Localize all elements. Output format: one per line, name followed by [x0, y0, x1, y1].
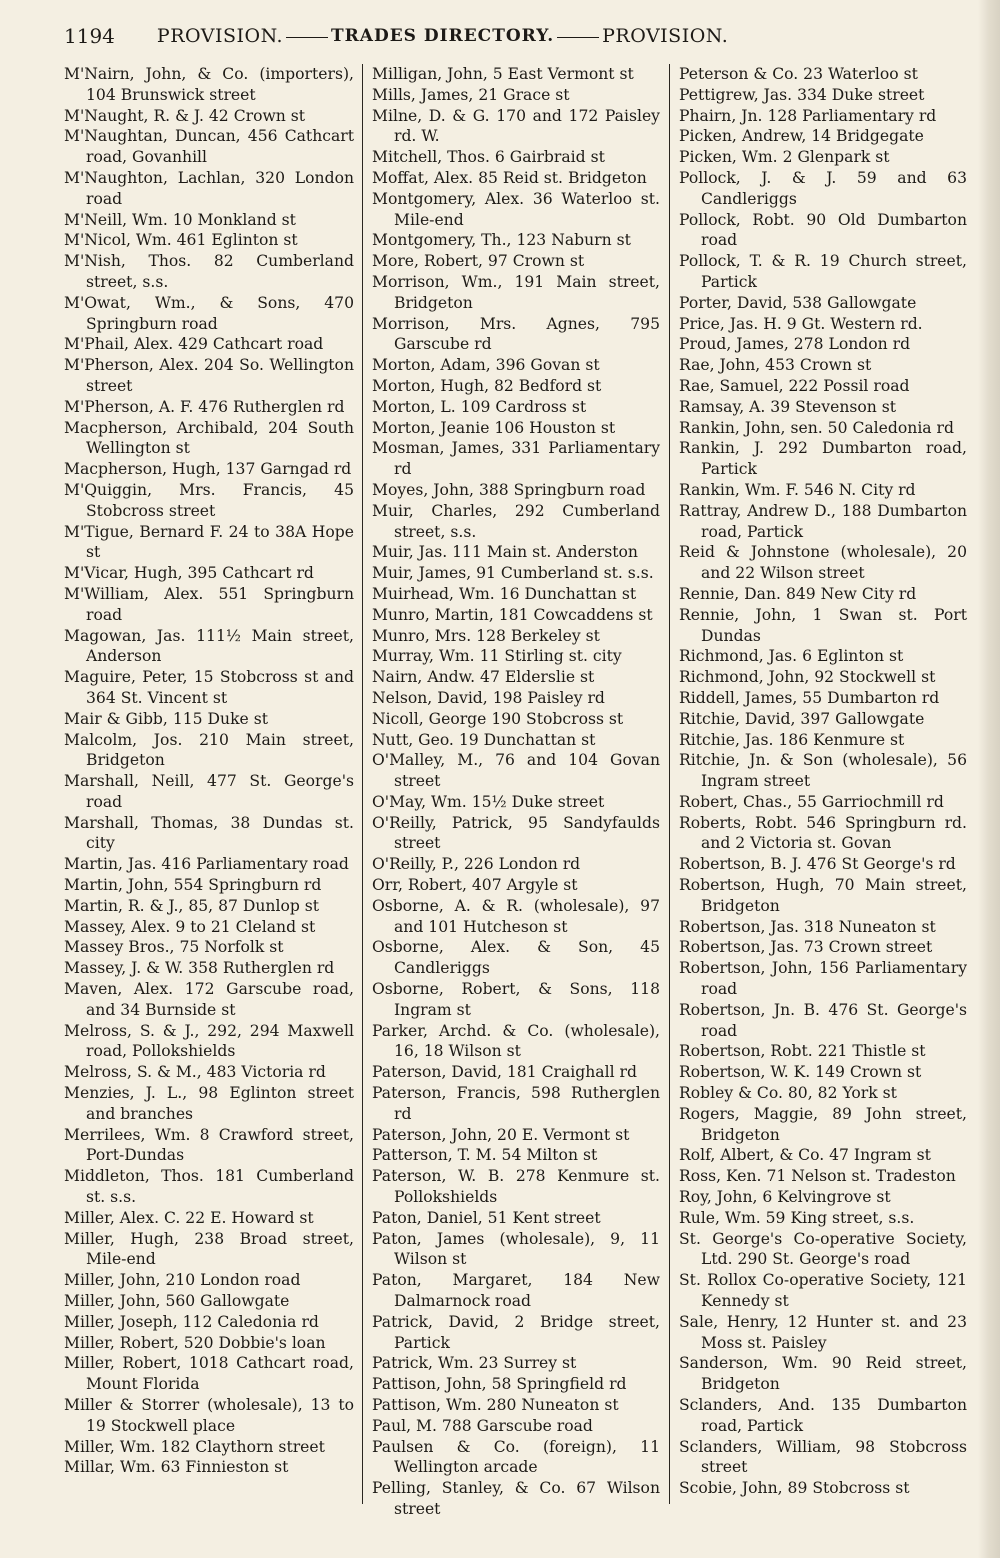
directory-entry: Maguire, Peter, 15 Stobcross st and 364 St. Vincent st — [64, 668, 354, 707]
directory-entry: Morton, Jeanie 106 Houston st — [372, 418, 616, 437]
directory-entry: Morton, Adam, 396 Govan st — [372, 356, 600, 375]
directory-entry: Patrick, David, 2 Bridge street, Partick — [372, 1312, 660, 1352]
directory-entry: Richmond, John, 92 Stockwell st — [679, 668, 936, 687]
directory-entry: Paton, Daniel, 51 Kent street — [372, 1208, 601, 1227]
page-header — [64, 20, 794, 52]
directory-entry: Nicoll, George 190 Stobcross st — [372, 709, 624, 728]
directory-entry: Milligan, John, 5 East Vermont st — [372, 65, 634, 83]
directory-entry: Macpherson, Archibald, 204 South Wellington st — [64, 418, 354, 458]
directory-entry: Sclanders, William, 98 Stobcross street — [679, 1437, 967, 1477]
directory-entry: Macpherson, Hugh, 137 Garngad rd — [64, 460, 352, 479]
directory-entry: Peterson & Co. 23 Waterloo st — [679, 65, 918, 83]
directory-entry: Patrick, Wm. 23 Surrey st — [372, 1354, 577, 1373]
directory-entry: Paterson, John, 20 E. Vermont st — [372, 1125, 630, 1144]
directory-entry: St. George's Co-operative Society, Ltd. 290 St. George's road — [679, 1229, 967, 1269]
header-dash — [557, 37, 599, 38]
column-2 — [372, 64, 660, 1518]
directory-entry: Morrison, Mrs. Agnes, 795 Garscube rd — [372, 314, 660, 354]
directory-entry: M'Tigue, Bernard F. 24 to 38A Hope st — [64, 522, 354, 562]
directory-entry: M'Pherson, Alex. 204 So. Wellington street — [64, 356, 354, 395]
directory-entry: Mitchell, Thos. 6 Gairbraid st — [372, 148, 605, 167]
directory-entry: M'William, Alex. 551 Springburn road — [64, 584, 354, 624]
directory-entry: Miller, John, 560 Gallowgate — [64, 1292, 290, 1311]
directory-entry: M'Neill, Wm. 10 Monkland st — [64, 210, 296, 229]
directory-entry: Miller & Storrer (wholesale), 13 to 19 Stockwell place — [64, 1396, 354, 1435]
directory-entry: Nairn, Andw. 47 Elderslie st — [372, 668, 595, 687]
directory-entry: Nutt, Geo. 19 Dunchattan st — [372, 730, 596, 749]
directory-entry: Miller, Joseph, 112 Caledonia rd — [64, 1312, 319, 1331]
page-number: 1194 — [64, 24, 115, 48]
directory-entry: Richmond, Jas. 6 Eglinton st — [679, 647, 904, 666]
directory-entry: Ritchie, Jn. & Son (wholesale), 56 Ingram street — [679, 751, 967, 791]
directory-entry: Robley & Co. 80, 82 York st — [679, 1084, 897, 1103]
directory-entry: Miller, Hugh, 238 Broad street, Mile-end — [64, 1229, 354, 1269]
directory-entry: Mair & Gibb, 115 Duke st — [64, 709, 268, 728]
directory-entry: M'Nicol, Wm. 461 Eglinton st — [64, 231, 298, 250]
directory-entry: Munro, Martin, 181 Cowcaddens st — [372, 605, 653, 624]
directory-entry: Nelson, David, 198 Paisley rd — [372, 688, 605, 707]
directory-entry: M'Quiggin, Mrs. Francis, 45 Stobcross street — [64, 480, 354, 520]
directory-entry: Price, Jas. H. 9 Gt. Western rd. — [679, 314, 923, 333]
directory-entry: M'Phail, Alex. 429 Cathcart road — [64, 335, 324, 354]
directory-entry: Robertson, John, 156 Parliamentary road — [679, 959, 967, 999]
directory-entry: Robertson, Jn. B. 476 St. George's road — [679, 1000, 967, 1040]
directory-entry: Marshall, Thomas, 38 Dundas st. city — [64, 813, 354, 853]
column-3 — [679, 64, 967, 1504]
directory-entry: Rogers, Maggie, 89 John street, Bridgeton — [679, 1104, 967, 1144]
directory-entry: M'Pherson, A. F. 476 Rutherglen rd — [64, 397, 345, 416]
directory-entry: O'Reilly, Patrick, 95 Sandyfaulds street — [372, 813, 660, 853]
directory-entry: Robertson, Hugh, 70 Main street, Bridgeton — [679, 876, 967, 915]
directory-entry: St. Rollox Co-operative Society, 121 Kennedy st — [679, 1271, 967, 1311]
directory-entry: Melross, S. & M., 483 Victoria rd — [64, 1063, 326, 1082]
directory-entry: Montgomery, Th., 123 Naburn st — [372, 231, 631, 250]
directory-entry: O'Reilly, P., 226 London rd — [372, 855, 581, 874]
directory-entry: Pattison, John, 58 Springfield rd — [372, 1375, 627, 1394]
header-right-heading: PROVISION. — [602, 25, 729, 47]
directory-entry: Reid & Johnstone (wholesale), 20 and 22 Wilson street — [679, 543, 967, 583]
directory-entry: Paton, James (wholesale), 9, 11 Wilson st — [372, 1229, 660, 1269]
directory-entry: Morrison, Wm., 191 Main street, Bridgeton — [372, 272, 660, 312]
directory-entry: Massey Bros., 75 Norfolk st — [64, 938, 284, 957]
header-center-heading: TRADES DIRECTORY. — [331, 26, 555, 46]
directory-entry: Sanderson, Wm. 90 Reid street, Bridgeton — [679, 1354, 967, 1394]
directory-entry: O'Malley, M., 76 and 104 Govan street — [372, 751, 660, 791]
directory-entry: Proud, James, 278 London rd — [679, 335, 911, 354]
directory-entry: Robert, Chas., 55 Garriochmill rd — [679, 792, 944, 811]
directory-entry: M'Vicar, Hugh, 395 Cathcart rd — [64, 564, 314, 583]
directory-entry: Miller, Wm. 182 Claythorn street — [64, 1437, 325, 1456]
directory-entry: Martin, R. & J., 85, 87 Dunlop st — [64, 896, 320, 915]
directory-entry: Miller, Robert, 520 Dobbie's loan — [64, 1333, 326, 1352]
directory-entry: Orr, Robert, 407 Argyle st — [372, 876, 578, 895]
directory-entry: Morton, L. 109 Cardross st — [372, 397, 587, 416]
directory-entry: Morton, Hugh, 82 Bedford st — [372, 376, 602, 395]
directory-entry: Roy, John, 6 Kelvingrove st — [679, 1188, 891, 1207]
directory-entry: Robertson, W. K. 149 Crown st — [679, 1063, 922, 1082]
directory-entry: Picken, Wm. 2 Glenpark st — [679, 148, 890, 167]
directory-entry: Muir, Charles, 292 Cumberland street, s.s. — [372, 501, 660, 541]
directory-entry: Moffat, Alex. 85 Reid st. Bridgeton — [372, 168, 647, 187]
directory-entry: Sclanders, And. 135 Dumbarton road, Partick — [679, 1396, 967, 1435]
directory-entry: Rankin, John, sen. 50 Caledonia rd — [679, 418, 954, 437]
directory-entry: Miller, John, 210 London road — [64, 1271, 301, 1290]
directory-entry: Patterson, T. M. 54 Milton st — [372, 1146, 598, 1165]
directory-entry: Paul, M. 788 Garscube road — [372, 1416, 593, 1435]
directory-entry: Muir, James, 91 Cumberland st. s.s. — [372, 564, 654, 583]
directory-entry: Paulsen & Co. (foreign), 11 Wellington arcade — [372, 1437, 660, 1477]
header-left-heading: PROVISION. — [156, 25, 284, 47]
directory-entry: Mosman, James, 331 Parliamentary rd — [372, 439, 660, 479]
directory-entry: M'Naughtan, Duncan, 456 Cathcart road, Govanhill — [64, 127, 354, 167]
directory-entry: Ritchie, Jas. 186 Kenmure st — [679, 730, 905, 749]
directory-entry: Pettigrew, Jas. 334 Duke street — [679, 85, 925, 104]
directory-entry: Osborne, Robert, & Sons, 118 Ingram st — [372, 980, 660, 1019]
column-divider — [362, 64, 363, 1504]
directory-entry: Rae, John, 453 Crown st — [679, 356, 872, 375]
directory-entry: M'Nairn, John, & Co. (importers), 104 Brunswick street — [64, 65, 354, 104]
directory-entry: Osborne, Alex. & Son, 45 Candleriggs — [372, 938, 660, 978]
directory-entry: Robertson, Robt. 221 Thistle st — [679, 1042, 926, 1061]
directory-entry: Pollock, Robt. 90 Old Dumbarton road — [679, 210, 967, 250]
directory-entry: Paton, Margaret, 184 New Dalmarnock road — [372, 1271, 660, 1311]
directory-entry: Sale, Henry, 12 Hunter st. and 23 Moss st. Paisley — [679, 1312, 967, 1352]
directory-entry: Martin, John, 554 Springburn rd — [64, 876, 322, 895]
directory-entry: Millar, Wm. 63 Finnieston st — [64, 1458, 289, 1477]
directory-entry: Massey, J. & W. 358 Rutherglen rd — [64, 959, 335, 978]
directory-entry: Munro, Mrs. 128 Berkeley st — [372, 626, 600, 645]
directory-entry: More, Robert, 97 Crown st — [372, 252, 585, 271]
directory-entry: Paterson, Francis, 598 Rutherglen rd — [372, 1084, 660, 1123]
directory-entry: Magowan, Jas. 111½ Main street, Anderson — [64, 626, 354, 666]
directory-entry: Picken, Andrew, 14 Bridgegate — [679, 127, 924, 146]
directory-entry: Pollock, J. & J. 59 and 63 Candleriggs — [679, 168, 967, 208]
header-dash — [286, 37, 328, 38]
directory-entry: Murray, Wm. 11 Stirling st. city — [372, 647, 622, 666]
directory-entry: Moyes, John, 388 Springburn road — [372, 480, 646, 499]
directory-entry: Paterson, W. B. 278 Kenmure st. Pollokshields — [372, 1167, 660, 1207]
directory-entry: Robertson, Jas. 73 Crown street — [679, 938, 933, 957]
directory-entry: Ramsay, A. 39 Stevenson st — [679, 397, 897, 416]
directory-entry: Rankin, Wm. F. 546 N. City rd — [679, 480, 916, 499]
directory-entry: Robertson, Jas. 318 Nuneaton st — [679, 917, 936, 936]
directory-entry: Mills, James, 21 Grace st — [372, 85, 570, 104]
directory-entry: Rae, Samuel, 222 Possil road — [679, 376, 910, 395]
directory-entry: Muir, Jas. 111 Main st. Anderston — [372, 543, 638, 562]
directory-entry: Maven, Alex. 172 Garscube road, and 34 Burnside st — [64, 980, 354, 1019]
page-edge-shadow — [978, 0, 1000, 1558]
directory-entry: Osborne, A. & R. (wholesale), 97 and 101 Hutcheson st — [372, 896, 660, 936]
directory-entry: M'Owat, Wm., & Sons, 470 Springburn road — [64, 293, 354, 333]
directory-entry: Melross, S. & J., 292, 294 Maxwell road, Pollokshields — [64, 1021, 354, 1061]
directory-entry: Riddell, James, 55 Dumbarton rd — [679, 688, 940, 707]
directory-entry: Pattison, Wm. 280 Nuneaton st — [372, 1396, 619, 1414]
directory-entry: Rennie, John, 1 Swan st. Port Dundas — [679, 605, 967, 645]
directory-entry: Menzies, J. L., 98 Eglinton street and branches — [64, 1084, 354, 1123]
directory-entry: Rankin, J. 292 Dumbarton road, Partick — [679, 439, 967, 479]
directory-entry: Scobie, John, 89 Stobcross st — [679, 1479, 910, 1498]
directory-entry: M'Naughton, Lachlan, 320 London road — [64, 168, 354, 208]
directory-entry: M'Naught, R. & J. 42 Crown st — [64, 106, 306, 125]
directory-entry: Ritchie, David, 397 Gallowgate — [679, 709, 925, 728]
directory-entry: Porter, David, 538 Gallowgate — [679, 293, 917, 312]
directory-entry: Marshall, Neill, 477 St. George's road — [64, 772, 354, 811]
directory-entry: Miller, Robert, 1018 Cathcart road, Mount Florida — [64, 1354, 354, 1394]
directory-entry: Milne, D. & G. 170 and 172 Paisley rd. W. — [372, 106, 660, 146]
directory-entry: Roberts, Robt. 546 Springburn rd. and 2 Victoria st. Govan — [679, 813, 967, 853]
directory-entry: O'May, Wm. 15½ Duke street — [372, 792, 605, 811]
directory-entry: Rule, Wm. 59 King street, s.s. — [679, 1208, 915, 1227]
directory-entry: Martin, Jas. 416 Parliamentary road — [64, 855, 349, 874]
directory-entry: Malcolm, Jos. 210 Main street, Bridgeton — [64, 730, 354, 770]
directory-entry: M'Nish, Thos. 82 Cumberland street, s.s. — [64, 252, 354, 291]
directory-entry: Robertson, B. J. 476 St George's rd — [679, 855, 956, 874]
directory-entry: Ross, Ken. 71 Nelson st. Tradeston — [679, 1167, 956, 1186]
directory-entry: Merrilees, Wm. 8 Crawford street, Port-Dundas — [64, 1125, 354, 1165]
directory-entry: Middleton, Thos. 181 Cumberland st. s.s. — [64, 1167, 354, 1207]
directory-entry: Parker, Archd. & Co. (wholesale), 16, 18 Wilson st — [372, 1021, 660, 1061]
directory-entry: Massey, Alex. 9 to 21 Cleland st — [64, 917, 316, 936]
directory-entry: Montgomery, Alex. 36 Waterloo st. Mile-end — [372, 189, 660, 229]
directory-entry: Rattray, Andrew D., 188 Dumbarton road, Partick — [679, 501, 967, 541]
directory-entry: Rolf, Albert, & Co. 47 Ingram st — [679, 1146, 931, 1165]
directory-entry: Pollock, T. & R. 19 Church street, Partick — [679, 252, 967, 291]
directory-entry: Muirhead, Wm. 16 Dunchattan st — [372, 584, 637, 603]
directory-entry: Phairn, Jn. 128 Parliamentary rd — [679, 106, 937, 125]
directory-entry: Rennie, Dan. 849 New City rd — [679, 584, 917, 603]
directory-entry: Pelling, Stanley, & Co. 67 Wilson street — [372, 1479, 660, 1518]
column-divider — [669, 64, 670, 1504]
directory-entry: Paterson, David, 181 Craighall rd — [372, 1063, 637, 1082]
directory-entry: Miller, Alex. C. 22 E. Howard st — [64, 1208, 314, 1227]
column-1 — [64, 64, 354, 1504]
